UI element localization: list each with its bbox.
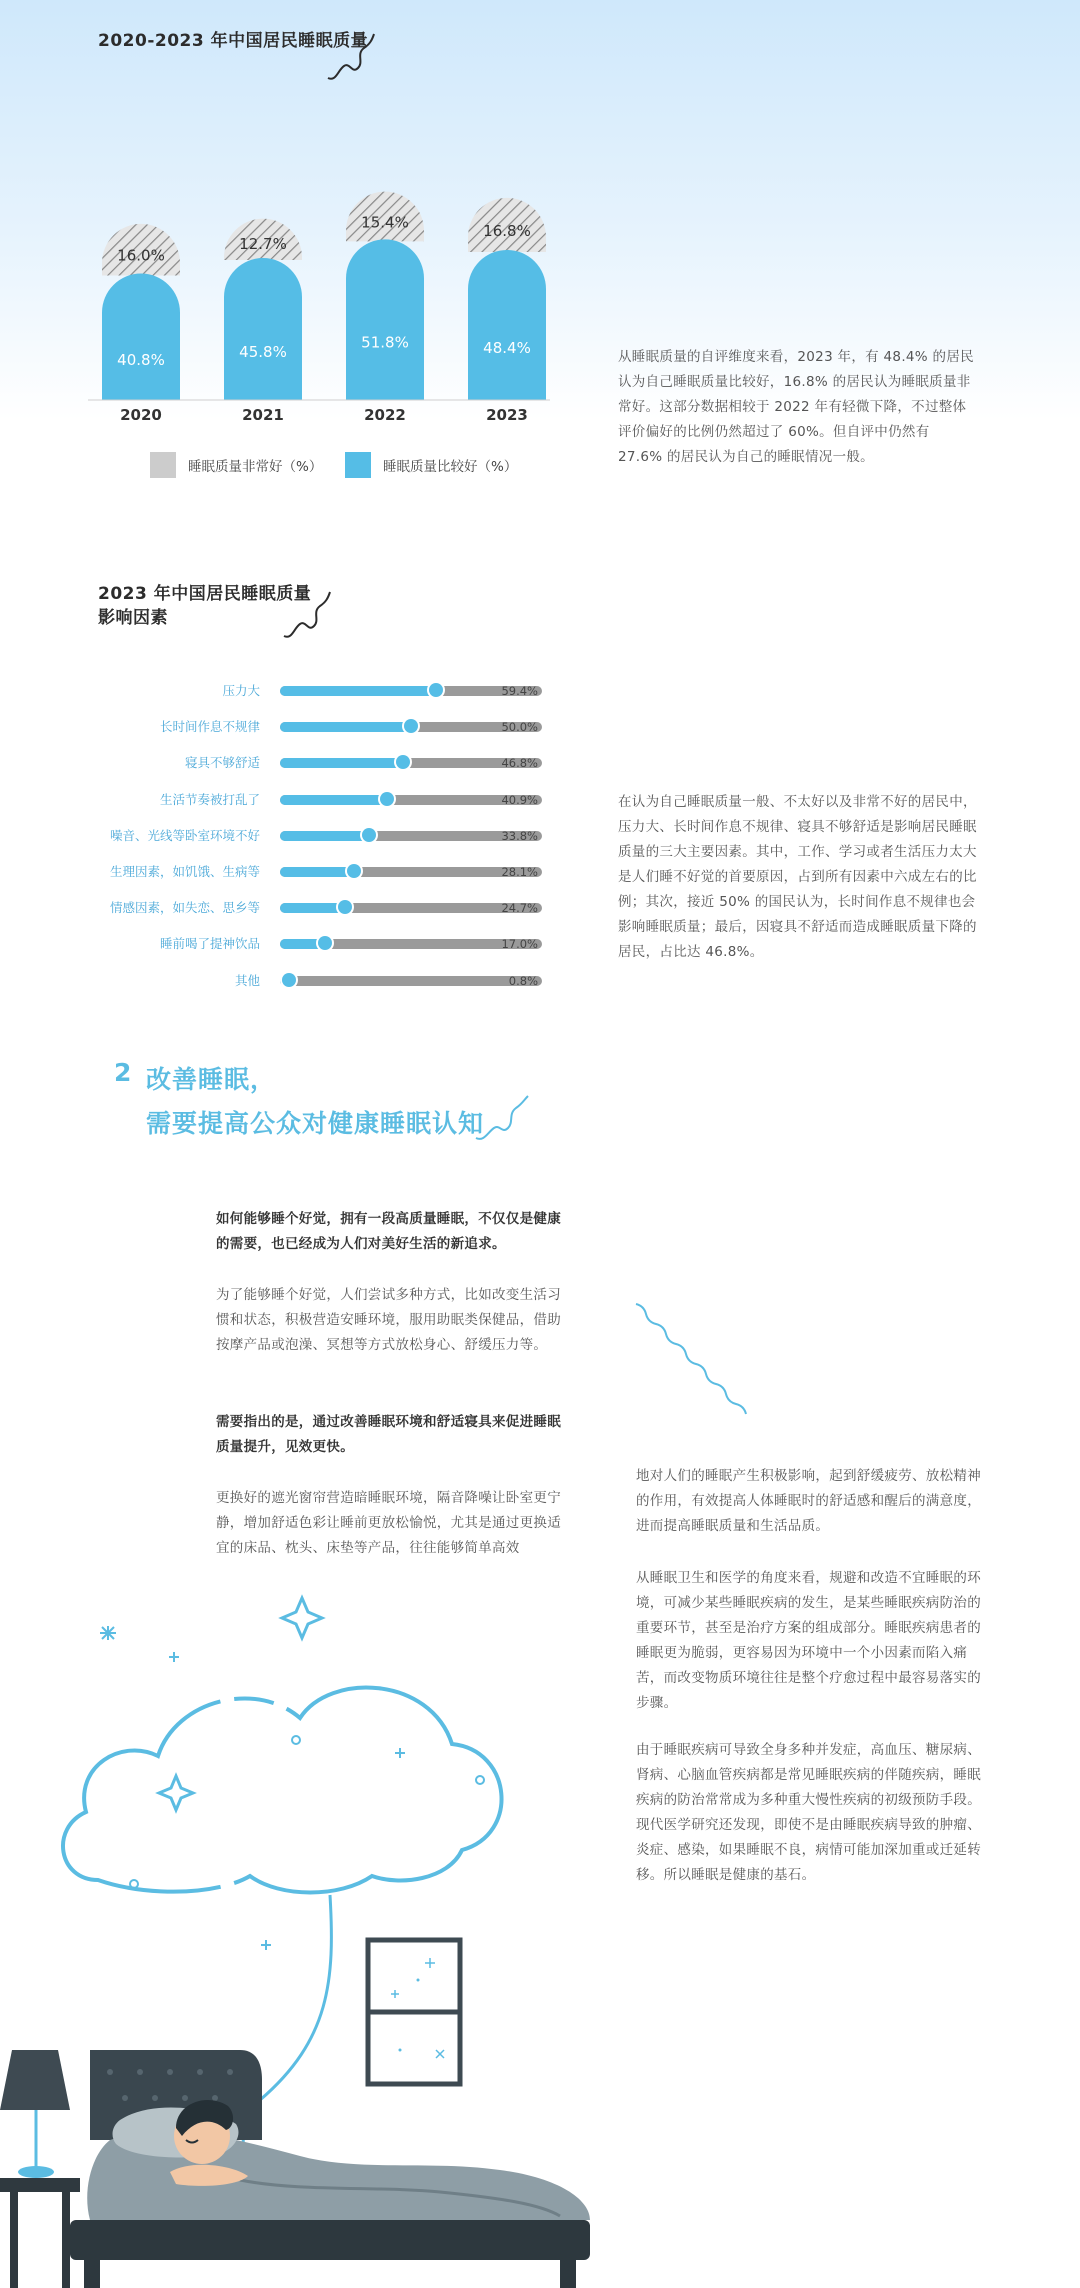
factor-value: 40.9% [501,792,538,807]
label-good-2020: 40.8% [117,350,165,369]
label-very-good-2022: 15.4% [361,213,409,232]
right-paragraph-1: 地对人们的睡眠产生积极影响，起到舒缓疲劳、放松精神的作用，有效提高人体睡眠时的舒适感和醒后的满意度，进而提高睡眠质量和生活品质。 [636,1468,981,1534]
factor-marker [347,864,361,878]
factor-label: 长时间作息不规律 [159,719,260,735]
category-label-2021: 2021 [242,406,284,424]
sparkle-icon [159,1776,193,1810]
label-very-good-2020: 16.0% [117,246,165,265]
category-label-2020: 2020 [120,406,162,424]
factor-bar [280,722,411,732]
factor-label: 生活节奏被打乱了 [159,791,260,807]
factor-marker [338,900,352,914]
chart2-title-line2: 影响因素 [98,608,168,628]
squiggle-decoration [322,30,377,85]
plus-icon [169,1652,405,1950]
legend-swatch-grey [150,452,176,478]
factor-value: 46.8% [501,756,538,771]
factor-row [90,933,570,955]
legend-very-good [150,452,322,478]
left-paragraph-1: 如何能够睡个好觉，拥有一段高质量睡眠，不仅仅是健康的需要，也已经成为人们对美好生活的新追求。 [216,1211,561,1252]
section2-title [146,1058,484,1146]
factor-row [90,716,570,738]
chart1-title: 2020-2023 年中国居民睡眠质量 [98,31,369,51]
factor-label: 生理因素，如饥饿、生病等 [109,864,260,879]
category-label-2023: 2023 [486,406,528,424]
factor-label: 压力大 [222,683,260,698]
factor-marker [318,936,332,950]
factor-bar [280,903,345,913]
factor-label: 噪音、光线等卧室环境不好 [109,827,260,843]
factor-marker [282,973,296,987]
factor-value: 59.4% [501,684,538,698]
category-label-2022: 2022 [364,406,406,424]
factor-row [90,897,570,919]
left-paragraph-4: 更换好的遮光窗帘营造暗睡眠环境，隔音降噪让卧室更宁静，增加舒适色彩让睡前更放松愉悦，尤其是通过更换适宜的床品、枕头、床垫等产品，往往能够简单高效 [216,1490,561,1556]
factor-row [90,752,570,774]
factor-row [90,861,570,883]
chart1-plot [80,110,580,430]
factor-bar [280,831,369,841]
factor-bar [280,758,403,768]
starburst-icon [100,1626,116,1640]
label-good-2021: 45.8% [239,343,287,362]
factor-label: 情感因素，如失恋、思乡等 [109,900,260,916]
bar-good-2020 [102,274,180,400]
factor-value: 24.7% [501,901,538,916]
factor-label: 其他 [234,972,260,988]
sleep-illustration [0,1580,620,2288]
section2-title-line1: 改善睡眠， [146,1065,277,1094]
factor-bar [280,795,387,805]
lamp-shade [0,2050,70,2110]
factor-label: 寝具不够舒适 [184,755,260,771]
left-paragraph-2: 为了能够睡个好觉，人们尝试多种方式，比如改变生活习惯和状态，积极营造安睡环境，服用助眠类保健品，借助按摩产品或泡澡、冥想等方式放松身心、舒缓压力等。 [216,1287,561,1353]
factor-value: 17.0% [501,937,538,952]
squiggle-decoration [472,1094,532,1144]
legend-swatch-blue [345,452,371,478]
factor-value: 28.1% [501,865,538,879]
factor-value: 33.8% [501,828,538,843]
legend-good [345,452,517,478]
bed-frame [70,2220,590,2260]
nightstand [0,2178,80,2192]
label-good-2023: 48.4% [483,338,531,357]
chart2-plot [90,680,570,1000]
factor-bar [280,867,354,877]
section2-number: 2 [114,1058,133,1087]
factor-row [90,970,570,992]
label-very-good-2023: 16.8% [483,222,531,241]
factor-row [90,825,570,847]
factor-marker [396,755,410,769]
chart2-description: 在认为自己睡眠质量一般、不太好以及非常不好的居民中，压力大、长时间作息不规律、寝具不够舒适是影响居民睡眠质量的三大主要因素。其中，工作、学习或者生活压力太大是人们睡不好觉的首要原因，占到所有因素中六成左右的比例；其次，接近 50% 的国民认为，长时间作息不规律也会影响睡眠质量；最后，因寝具不舒适而造成睡眠质量下降的居民，占比达 46.8%。 [618,794,977,960]
bar-good-2021 [224,258,302,400]
label-good-2022: 51.8% [361,333,409,352]
factor-bar [280,686,436,696]
section2-title-line2: 需要提高公众对健康睡眠认知 [146,1109,485,1138]
wave-decoration [628,1298,768,1438]
factor-row [90,680,570,702]
factor-marker [380,792,394,806]
legend-label-very-good: 睡眠质量非常好（%） [188,459,323,475]
left-paragraph-3: 需要指出的是，通过改善睡眠环境和舒适寝具来促进睡眠质量提升，见效更快。 [216,1414,561,1455]
right-paragraph-2: 从睡眠卫生和医学的角度来看，规避和改造不宜睡眠的环境，可减少某些睡眠疾病的发生，是某些睡眠疾病防治的重要环节，甚至是治疗方案的组成部分。睡眠疾病患者的睡眠更为脆弱，更容易因为环境中一个小因素而陷入痛苦，而改变物质环境往往是整个疗愈过程中最容易落实的步骤。 [636,1570,981,1711]
factor-value: 50.0% [501,720,538,735]
chart2-title-line1: 2023 年中国居民睡眠质量 [98,584,312,604]
sparkle-icon [282,1598,322,1638]
factor-marker [429,683,443,697]
factor-value: 0.8% [508,973,538,988]
factor-marker [362,828,376,842]
label-very-good-2021: 12.7% [239,235,287,254]
squiggle-decoration [278,588,333,643]
right-paragraph-3: 由于睡眠疾病可导致全身多种并发症，高血压、糖尿病、肾病、心脑血管疾病都是常见睡眠疾病的伴随疾病，睡眠疾病的防治常常成为多种重大慢性疾病的初级预防手段。现代医学研究还发现，即使不是由睡眠疾病导致的肿瘤、炎症、感染，如果睡眠不良，病情可能加深加重或迁延转移。所以睡眠是健康的基石。 [636,1742,981,1883]
factor-label: 睡前喝了提神饮品 [159,936,260,952]
chart1-description: 从睡眠质量的自评维度来看，2023 年，有 48.4% 的居民认为自己睡眠质量比较好，16.8% 的居民认为睡眠质量非常好。这部分数据相较于 2022 年有轻微下降，不过整体评价偏好的比例仍然超过了 60%。但自评中仍然有 27.6% 的居民认为自己的睡眠情况一般。 [618,349,974,465]
legend-label-good: 睡眠质量比较好（%） [383,459,518,475]
factor-row [90,789,570,811]
bar-good-2022 [346,239,424,400]
bar-good-2023 [468,250,546,400]
thought-cloud [63,1688,501,1893]
